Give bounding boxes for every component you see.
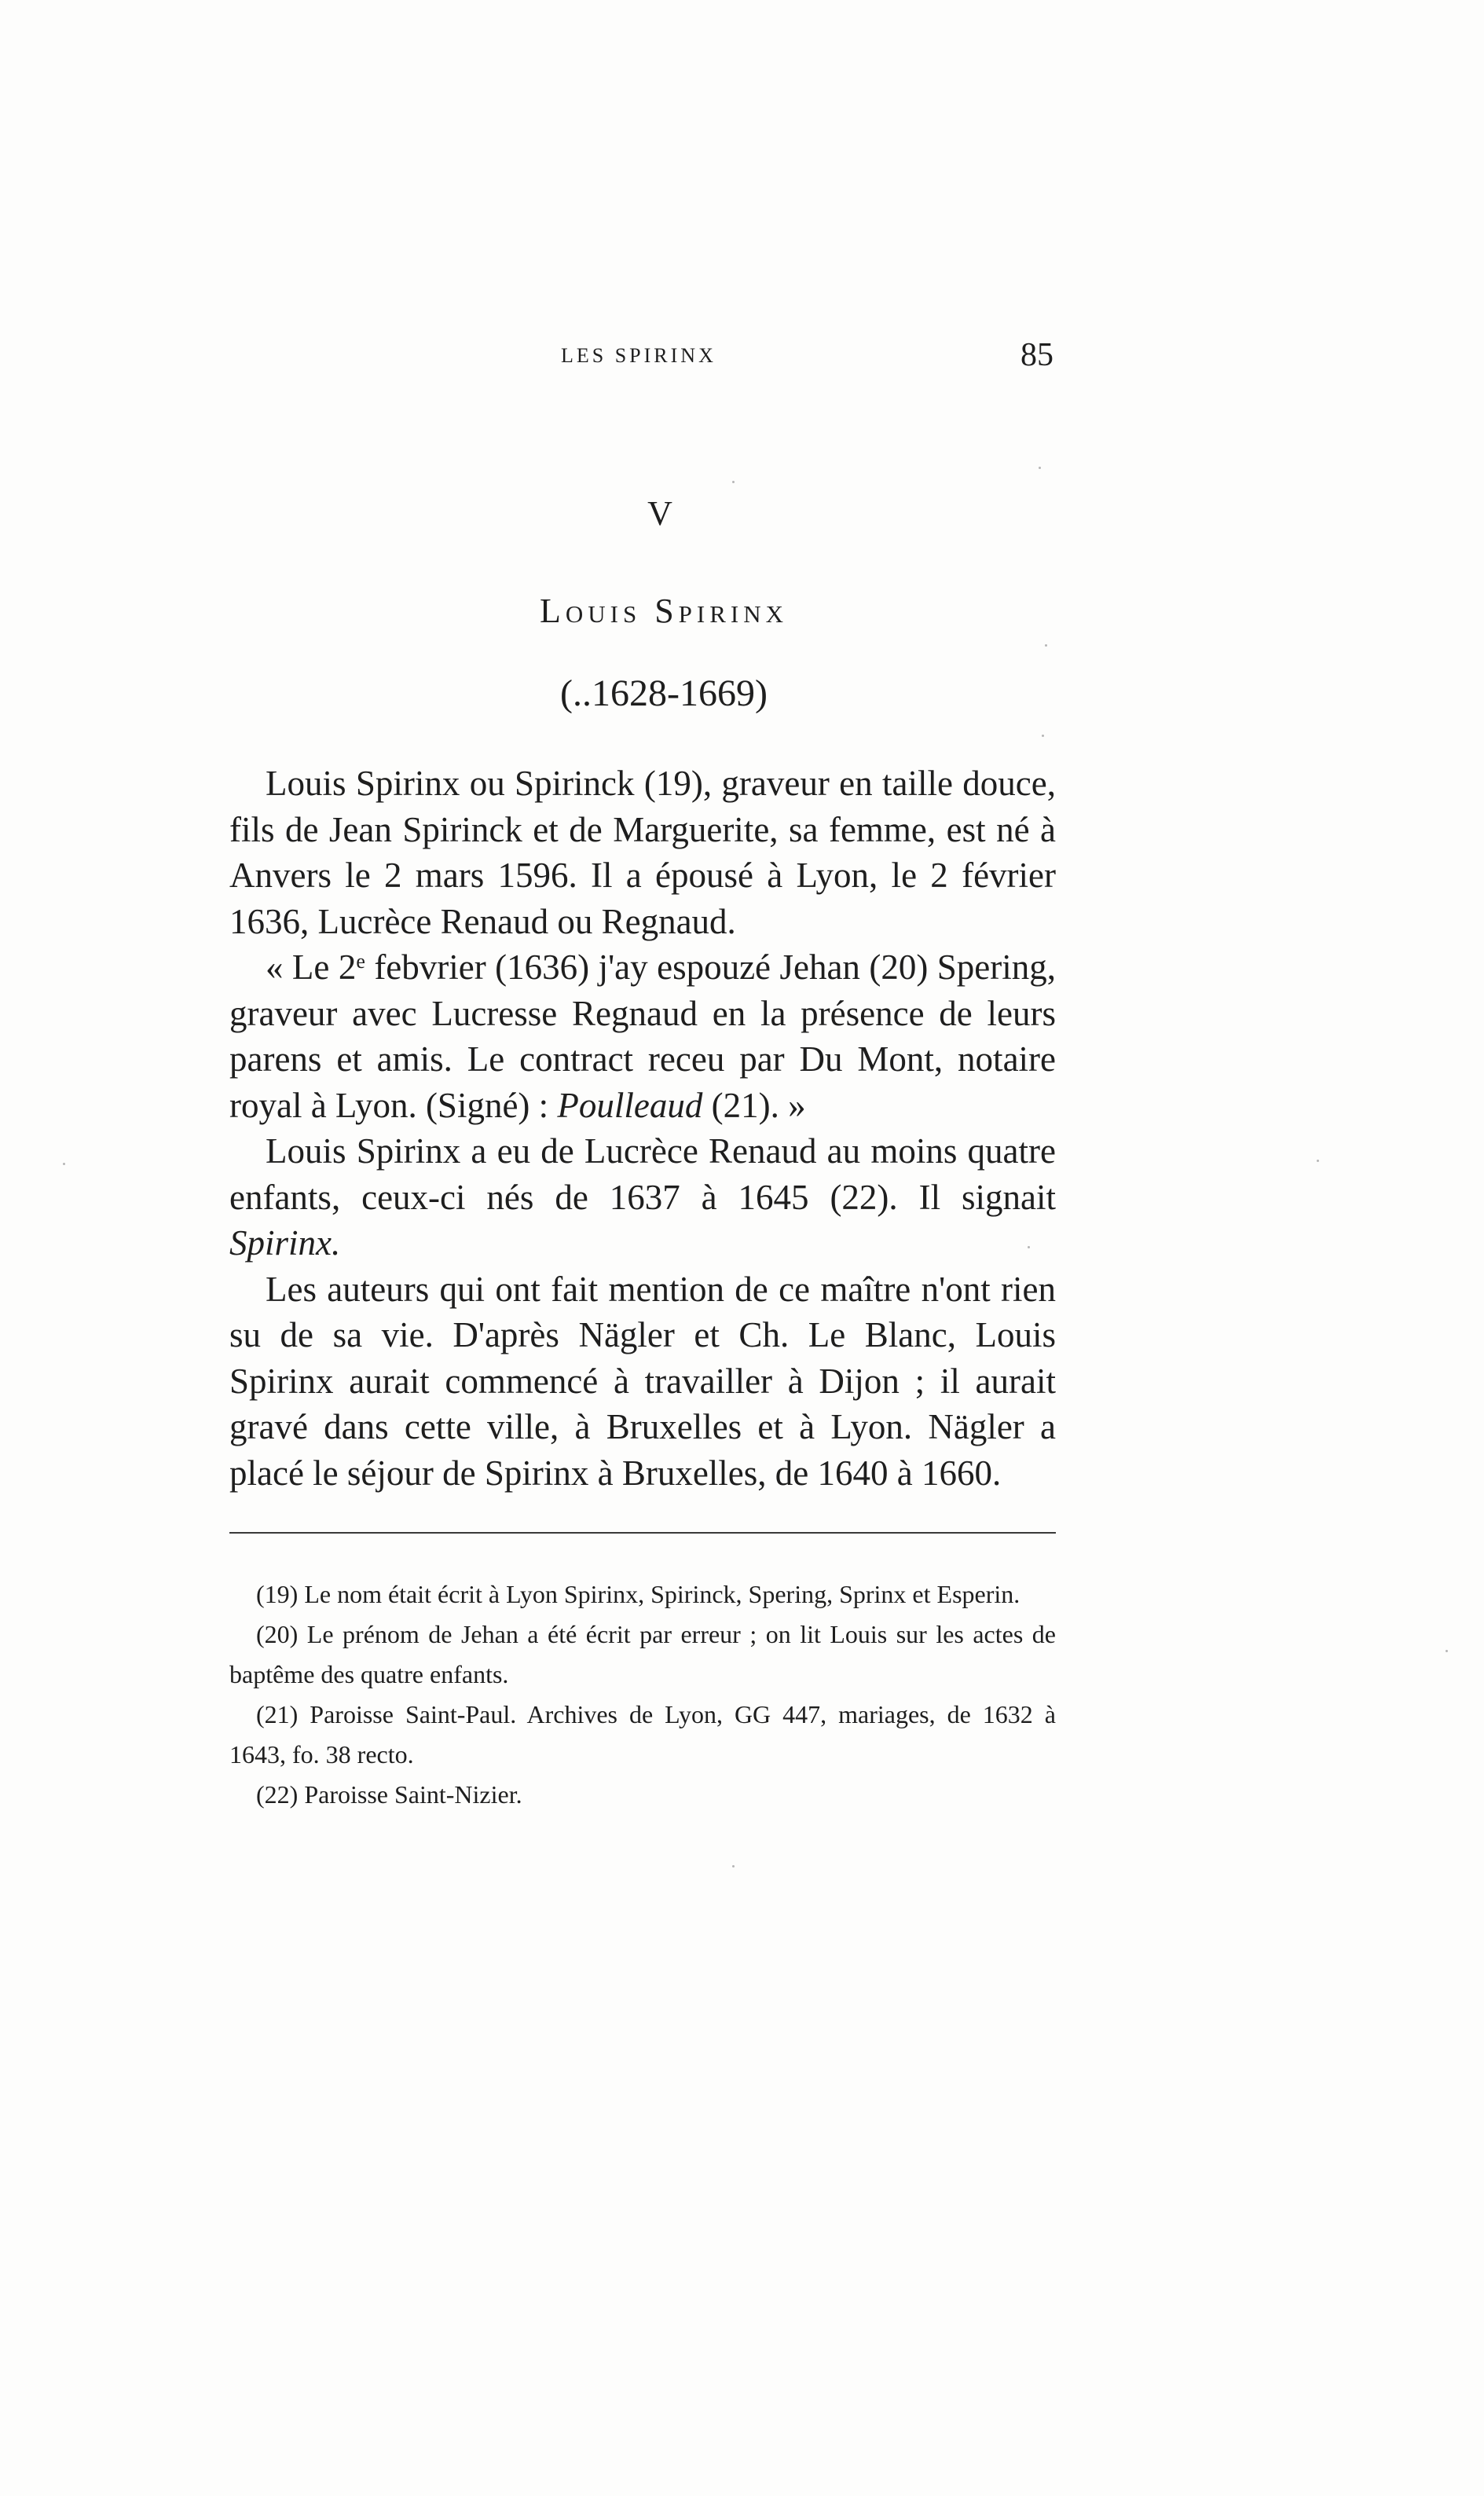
footnotes [229, 1574, 1056, 1815]
paper-speck [1028, 1246, 1030, 1248]
paper-speck [1045, 644, 1047, 647]
paragraph-3-text: Louis Spirinx a eu de Lucrèce Renaud au moins quatre enfants, ceux-ci nés de 1637 à 1645 (22). Il signait [229, 1131, 1056, 1217]
paragraph-2 [229, 944, 1056, 1128]
signed-name: Spirinx. [229, 1223, 341, 1263]
paper-speck [732, 1865, 735, 1867]
paper-speck [1039, 467, 1041, 469]
paper-speck [1317, 1160, 1319, 1162]
paragraph-4-text: Les auteurs qui ont fait mention de ce maître n'ont rien su de sa vie. D'après Nägler et Ch. Le Blanc, Louis Spirinx aurait commencé à travailler à Dijon ; il aurait gravé dans cette ville, à Bruxelles et à Lyon. Nägler a placé le séjour de Spirinx à Bruxelles, de 1640 à 1660. [229, 1269, 1056, 1493]
paper-speck [1042, 735, 1044, 737]
paragraph-1-text: Louis Spirinx ou Spirinck (19), graveur en taille douce, fils de Jean Spirinck et de Marguerite, sa femme, est né à Anvers le 2 mars 1596. Il a épousé à Lyon, le 2 février 1636, Lucrèce Renaud ou Regnaud. [229, 764, 1056, 941]
paper-speck [1446, 1650, 1448, 1652]
paragraph-3 [229, 1128, 1056, 1266]
chapter-dates: (..1628-1669) [560, 673, 768, 714]
paper-speck [63, 1163, 65, 1165]
body-text [229, 761, 1056, 1496]
quote-open: « Le 2 [266, 947, 357, 987]
footnote-separator [229, 1532, 1056, 1534]
chapter-title: Louis Spirinx [539, 592, 789, 630]
footnote-22: (22) Paroisse Saint-Nizier. [256, 1780, 522, 1809]
paragraph-4 [229, 1266, 1056, 1497]
footnote-21: (21) Paroisse Saint-Paul. Archives de Lyon, GG 447, mariages, de 1632 à 1643, fo. 38 recto. [229, 1700, 1056, 1768]
section-numeral: V [647, 494, 672, 533]
paragraph-1 [229, 761, 1056, 944]
signature-name: Poulleaud [557, 1085, 703, 1125]
superscript: e [356, 950, 365, 973]
page-number: 85 [1020, 337, 1053, 373]
running-title: LES SPIRINX [561, 344, 716, 367]
paper-speck [732, 481, 735, 483]
footnote-19: (19) Le nom était écrit à Lyon Spirinx, Spirinck, Spering, Sprinx et Esperin. [256, 1580, 1020, 1608]
footnote-20: (20) Le prénom de Jehan a été écrit par erreur ; on lit Louis sur les actes de baptême des quatre enfants. [229, 1620, 1056, 1688]
quote-text: febvrier (1636) j'ay espouzé Jehan (20) Spering, graveur avec Lucresse Regnaud en la présence de leurs parens et amis. Le contract receu par Du Mont, notaire royal à Lyon. (Signé) : [229, 947, 1056, 1125]
quote-close: (21). » [702, 1085, 806, 1125]
